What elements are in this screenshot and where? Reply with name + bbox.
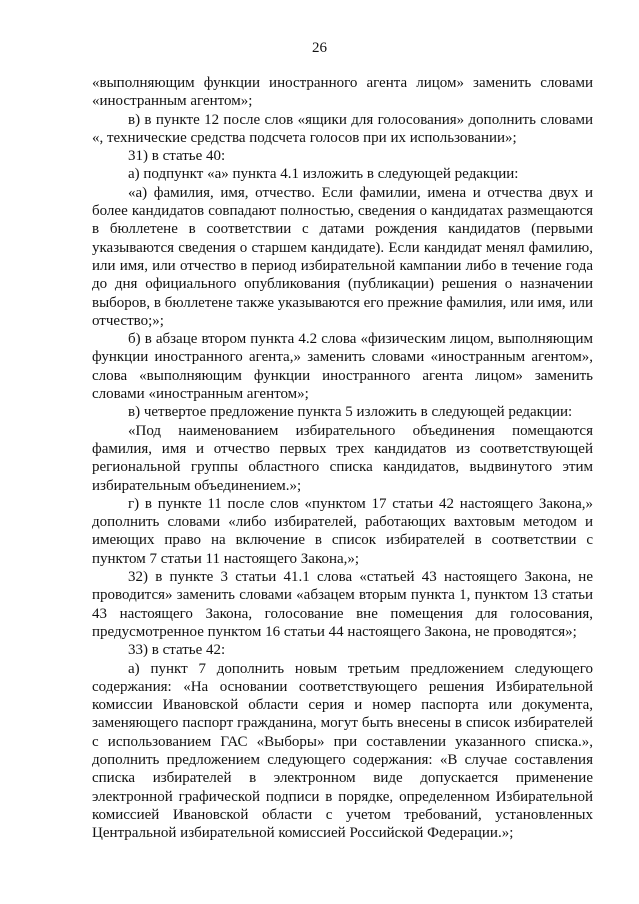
paragraph: г) в пункте 11 после слов «пунктом 17 статьи 42 настоящего Закона,» дополнить словами «либо избирателей, работающих вахтовым методом и имеющих право на включение в список избирателей в соответствии с пунктом 7 статьи 11 настоящего Закона,»; xyxy=(92,495,593,567)
paragraph: в) четвертое предложение пункта 5 изложить в следующей редакции: xyxy=(128,404,573,421)
paragraph: 32) в пункте 3 статьи 41.1 слова «статьей 43 настоящего Закона, не проводится» заменить словами «абзацем вторым пункта 1, пунктом 13 статьи 43 настоящего Закона, голосование вне помещения для голосования, предусмотренное пунктом 16 статьи 44 настоящего Закона, не проводятся»; xyxy=(92,569,593,640)
paragraph: «выполняющим функции иностранного агента лицом» заменить словами «иностранным агентом»; xyxy=(92,75,593,110)
paragraph: б) в абзаце втором пункта 4.2 слова «физическим лицом, выполняющим функции иностранного агента,» заменить словами «иностранным агентом», слова «выполняющим функции иностранного агента лицом» заменить словами «иностранным агентом»; xyxy=(92,331,593,403)
paragraph: 31) в статье 40: xyxy=(128,148,226,165)
document-body xyxy=(92,74,593,842)
paragraph: 33) в статье 42: xyxy=(128,642,226,659)
paragraph: «а) фамилия, имя, отчество. Если фамилии, имена и отчества двух и более кандидатов совпадают полностью, сведения о кандидатах размещаются в бюллетене в соответствии с датами рождения кандидатов (первыми указываются сведения о старшем кандидате). Если кандидат менял фамилию, или имя, или отчество в период избирательной кампании либо в течение года до дня официального опубликования (публикации) решения о назначении выборов, в бюллетене также указываются его прежние фамилия, или имя, или отчество;»; xyxy=(92,184,593,329)
paragraph: а) пункт 7 дополнить новым третьим предложением следующего содержания: «На основании соответствующего решения Избирательной комиссии Ивановской области серия и номер паспорта или документа, заменяющего паспорт гражданина, могут быть внесены в список избирателей с использованием ГАС «Выборы» при составлении указанного списка.», дополнить предложением следующего содержания: «В случае составления списка избирателей в электронном виде допускается применение электронной графической подписи в порядке, определенном Избирательной комиссией Ивановской области с учетом требований, установленных Центральной избирательной комиссией Российской Федерации.»; xyxy=(92,660,593,842)
page-number: 26 xyxy=(312,40,327,56)
paragraph: «Под наименованием избирательного объединения помещаются фамилия, имя и отчество первых трех кандидатов из соответствующей региональной группы областного списка кандидатов, выдвинутого этим избирательным объединением.»; xyxy=(92,422,593,494)
paragraph: а) подпункт «а» пункта 4.1 изложить в следующей редакции: xyxy=(128,166,519,183)
paragraph: в) в пункте 12 после слов «ящики для голосования» дополнить словами «, технические средства подсчета голосов при их использовании»; xyxy=(92,111,593,146)
